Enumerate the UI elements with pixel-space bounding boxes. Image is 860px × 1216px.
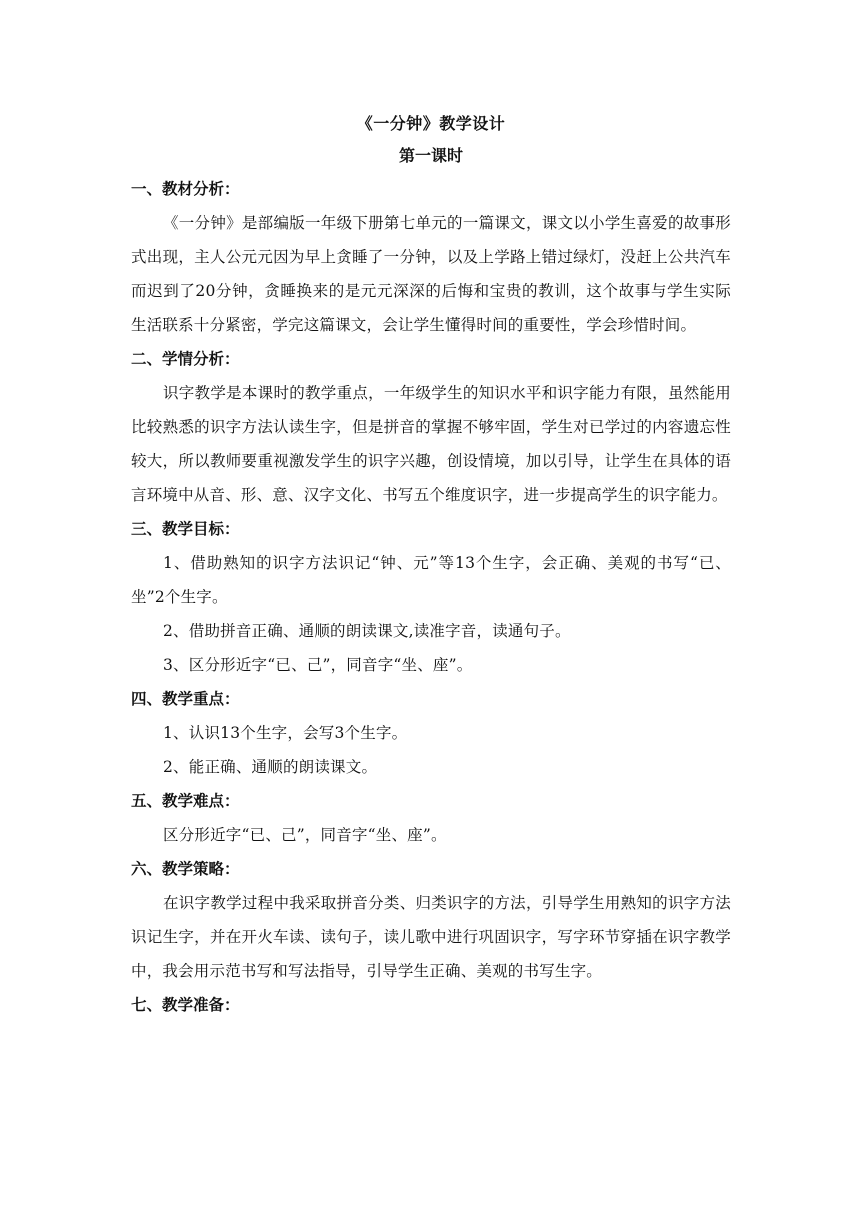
- section-teaching-preparation: [131, 988, 731, 1022]
- section-teaching-strategy: [131, 852, 731, 988]
- section-heading: 七、教学准备：: [131, 995, 240, 1014]
- document-title: 《一分钟》教学设计: [356, 114, 506, 133]
- section-paragraph: 在识字教学过程中我采取拼音分类、归类识字的方法，引导学生用熟知的识字方法识记生字，并在开火车读、读句子，读儿歌中进行巩固识字，写字环节穿插在识字教学中，我会用示范书写和写法指导，引导学生正确、美观的书写生字。: [131, 894, 731, 980]
- key-point-item: 2、能正确、通顺的朗读课文。: [163, 758, 378, 776]
- section-textbook-analysis: [131, 172, 731, 342]
- section-heading: 五、教学难点：: [131, 791, 240, 810]
- section-paragraph: 《一分钟》是部编版一年级下册第七单元的一篇课文，课文以小学生喜爱的故事形式出现，主人公元元因为早上贪睡了一分钟，以及上学路上错过绿灯，没赶上公共汽车而迟到了20分钟，贪睡换来的是元元深深的后悔和宝贵的教训，这个故事与学生实际生活联系十分紧密，学完这篇课文，会让学生懂得时间的重要性，学会珍惜时间。: [131, 214, 731, 334]
- document-content: [131, 108, 731, 1022]
- section-paragraph: 识字教学是本课时的教学重点，一年级学生的知识水平和识字能力有限，虽然能用比较熟悉的识字方法认读生字，但是拼音的掌握不够牢固，学生对已学过的内容遗忘性较大，所以教师要重视激发学生的识字兴趣，创设情境，加以引导，让学生在具体的语言环境中从音、形、意、汉字文化、书写五个维度识字，进一步提高学生的识字能力。: [131, 384, 731, 504]
- section-heading: 二、学情分析：: [131, 349, 240, 368]
- key-point-item: 1、认识13个生字，会写3个生字。: [163, 724, 408, 742]
- section-key-points: [131, 682, 731, 784]
- goal-item: 3、区分形近字“已、己”，同音字“坐、座”。: [163, 656, 473, 674]
- section-heading: 六、教学策略：: [131, 859, 240, 878]
- difficulty-item: 区分形近字“已、己”，同音字“坐、座”。: [163, 826, 447, 844]
- section-teaching-goals: [131, 512, 731, 682]
- section-difficulties: [131, 784, 731, 852]
- goal-item: 1、借助熟知的识字方法识记“钟、元”等13个生字，会正确、美观的书写“已、坐”2个生字。: [131, 554, 731, 606]
- goal-item: 2、借助拼音正确、通顺的朗读课文,读准字音，读通句子。: [163, 622, 571, 640]
- section-heading: 四、教学重点：: [131, 689, 240, 708]
- document-subtitle: 第一课时: [398, 146, 463, 165]
- section-heading: 一、教材分析：: [131, 179, 240, 198]
- section-heading: 三、教学目标：: [131, 519, 240, 538]
- section-student-analysis: [131, 342, 731, 512]
